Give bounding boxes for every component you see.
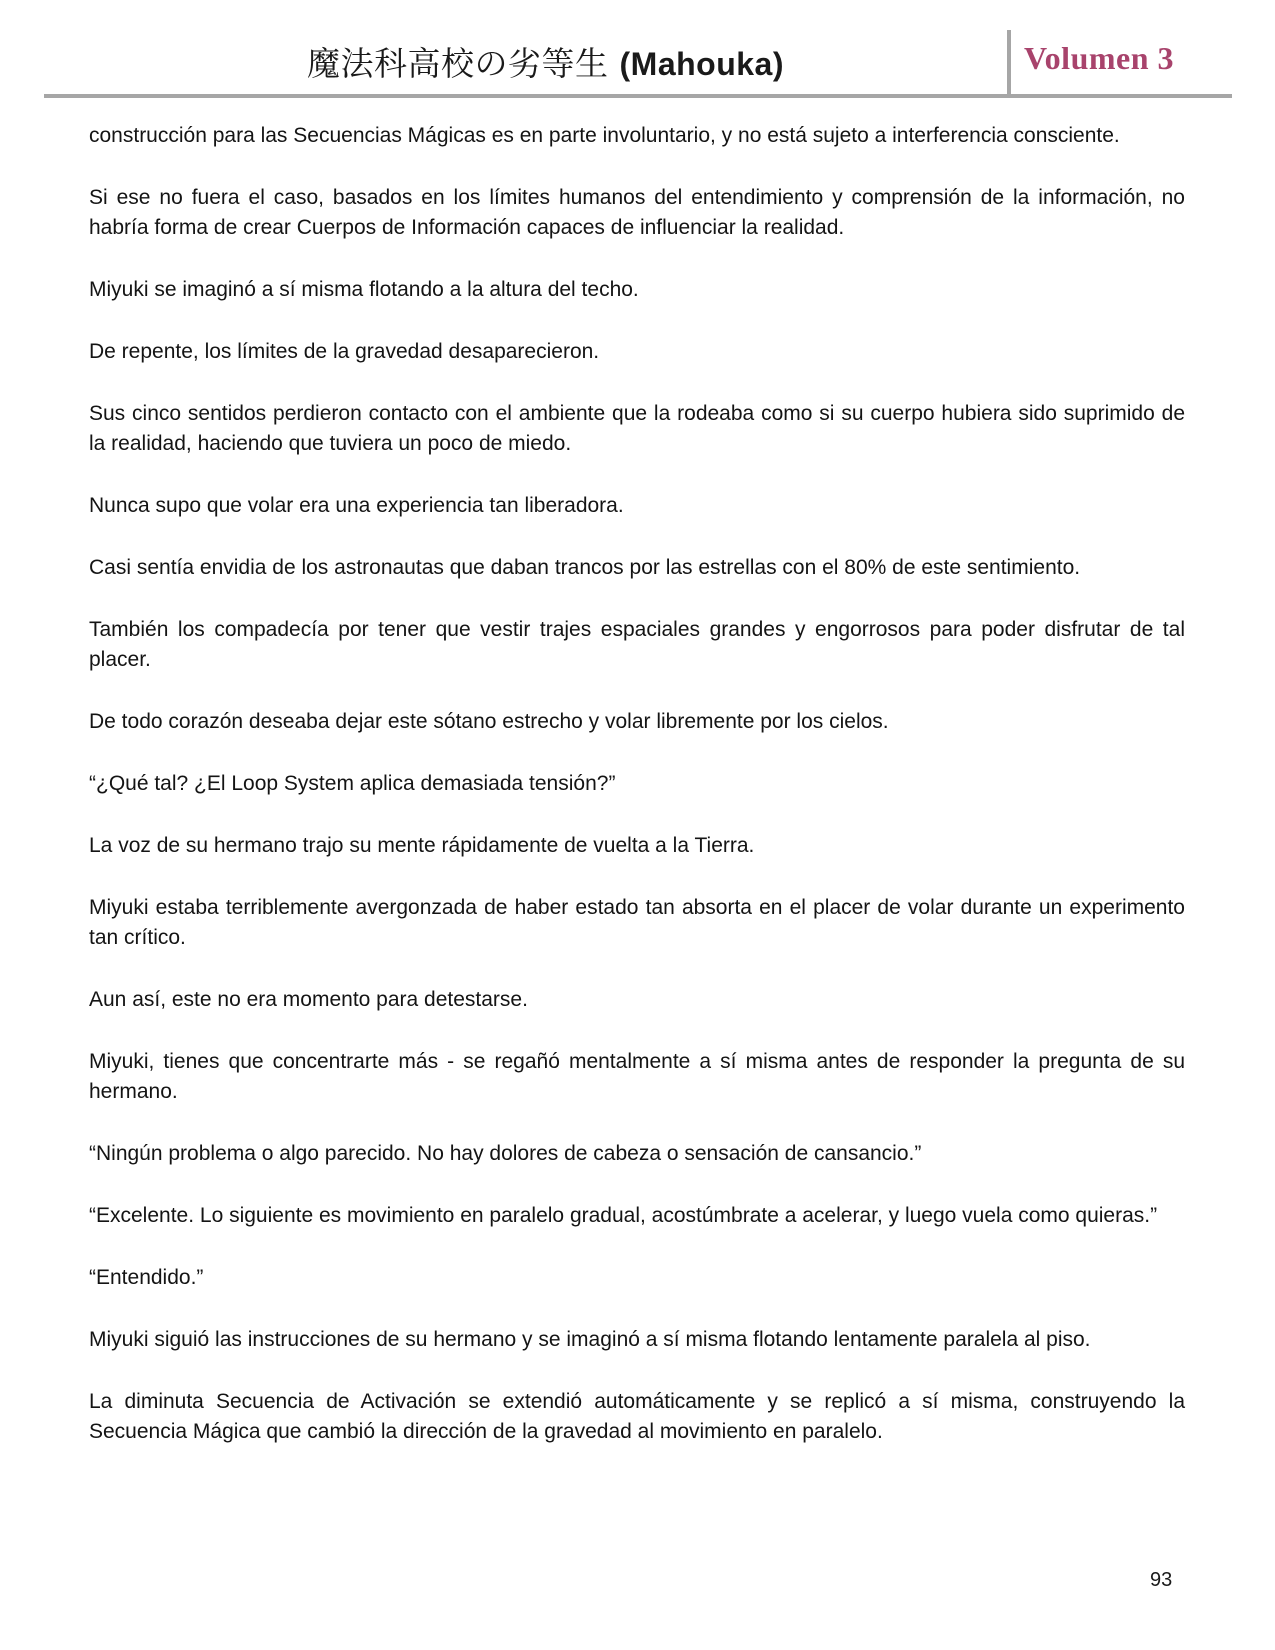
paragraph: Miyuki siguió las instrucciones de su hermano y se imaginó a sí misma flotando lentamente paralela al piso. <box>89 1328 1091 1351</box>
paragraph: Miyuki estaba terriblemente avergonzada de haber estado tan absorta en el placer de volar durante un experimento tan crítico. <box>89 896 1185 949</box>
paragraph: Nunca supo que volar era una experiencia tan liberadora. <box>89 494 624 517</box>
paragraph: “Ningún problema o algo parecido. No hay dolores de cabeza o sensación de cansancio.” <box>89 1142 922 1165</box>
header-divider <box>1007 30 1011 94</box>
paragraph: Si ese no fuera el caso, basados en los límites humanos del entendimiento y comprensión de la información, no habría forma de crear Cuerpos de Información capaces de influenciar la realidad. <box>89 186 1185 239</box>
paragraph: De todo corazón deseaba dejar este sótano estrecho y volar libremente por los cielos. <box>89 710 889 733</box>
paragraph: Casi sentía envidia de los astronautas que daban trancos por las estrellas con el 80% de este sentimiento. <box>89 556 1081 579</box>
paragraph: Miyuki, tienes que concentrarte más - se regañó mentalmente a sí misma antes de responder la pregunta de su hermano. <box>89 1050 1185 1103</box>
paragraph: Miyuki se imaginó a sí misma flotando a la altura del techo. <box>89 278 639 301</box>
paragraph: La voz de su hermano trajo su mente rápidamente de vuelta a la Tierra. <box>89 834 755 857</box>
paragraph: La diminuta Secuencia de Activación se extendió automáticamente y se replicó a sí misma, construyendo la Secuencia Mágica que cambió la dirección de la gravedad al movimiento en paralelo. <box>89 1390 1185 1443</box>
book-title-japanese: 魔法科高校の劣等生 <box>307 44 609 83</box>
book-title <box>44 38 1047 85</box>
paragraph: “Excelente. Lo siguiente es movimiento en paralelo gradual, acostúmbrate a acelerar, y luego vuela como quieras.” <box>89 1204 1158 1227</box>
paragraph: construcción para las Secuencias Mágicas es en parte involuntario, y no está sujeto a interferencia consciente. <box>89 124 1120 147</box>
paragraph: “Entendido.” <box>89 1266 204 1289</box>
paragraph: También los compadecía por tener que vestir trajes espaciales grandes y engorrosos para poder disfrutar de tal placer. <box>89 618 1185 671</box>
page-body <box>89 121 1185 1479</box>
page-number: 93 <box>1150 1569 1173 1591</box>
paragraph: “¿Qué tal? ¿El Loop System aplica demasiada tensión?” <box>89 772 616 795</box>
paragraph: Sus cinco sentidos perdieron contacto con el ambiente que la rodeaba como si su cuerpo hubiera sido suprimido de la realidad, haciendo que tuviera un poco de miedo. <box>89 402 1185 455</box>
book-title-latin: (Mahouka) <box>619 46 784 82</box>
paragraph: De repente, los límites de la gravedad desaparecieron. <box>89 340 600 363</box>
volume-label: Volumen 3 <box>1024 40 1175 76</box>
paragraph: Aun así, este no era momento para detestarse. <box>89 988 528 1011</box>
page-header <box>44 30 1232 98</box>
